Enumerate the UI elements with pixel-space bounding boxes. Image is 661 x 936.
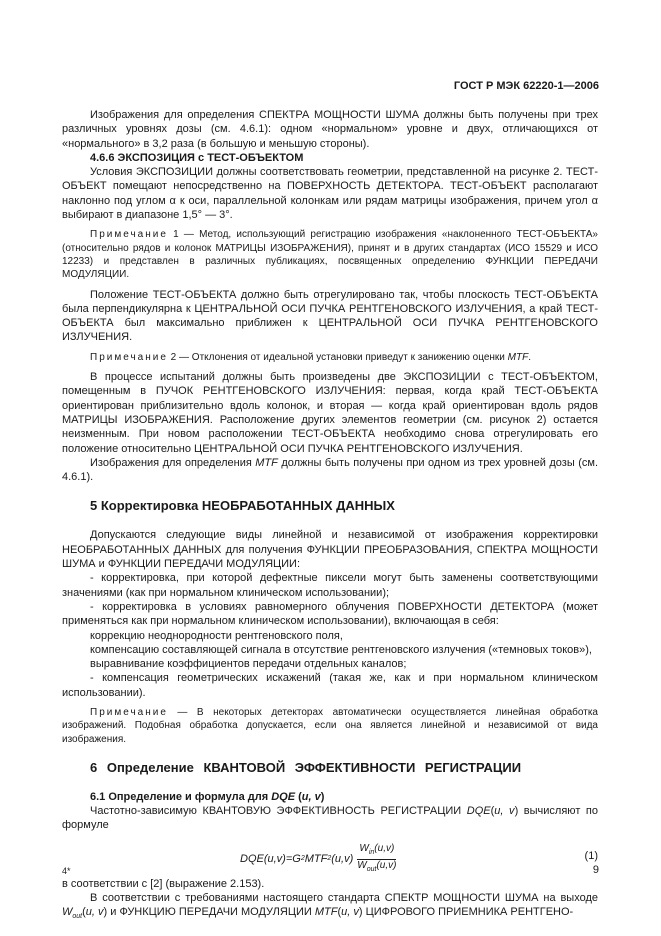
p9-uv: u, v	[85, 906, 104, 919]
list-item-uniform-irradiation: - корректировка в условиях равномерного облучения ПОВЕРХНОСТИ ДЕТЕКТОРА (может применяться как при нормальном клиническом использовании), включающая в себя:	[62, 600, 598, 628]
note-1-text: 1 — Метод, использующий регистрацию изображения «наклоненного ТЕСТ-ОБЪЕКТА» (относительно рядов и колонок МАТРИЦЫ ИЗОБРАЖЕНИЯ), принят и в других стандартах (ИСО 15529 и ИСО 12233) и представлен в различных публикациях, посвященных определению ФУНКЦИИ ПЕРЕДАЧИ МОДУЛЯЦИИ.	[62, 229, 598, 281]
list-item-geometric-distortion: - компенсация геометрических искажений (такая же, как и при нормальном клиническом использовании).	[62, 672, 598, 699]
formula-num-sub: in	[368, 848, 375, 856]
p9-mtf: MTF	[314, 906, 338, 919]
h61-paren-open: (	[295, 790, 302, 803]
page-content	[62, 108, 598, 925]
p9-paren-open: (	[82, 906, 86, 919]
list-item-gain-equalization: выравнивание коэффициентов передачи отдельных каналов;	[90, 658, 407, 671]
note-2-end: .	[528, 351, 531, 363]
p9-paren-open-2: (	[337, 906, 342, 919]
paragraph-two-exposures: В процессе испытаний должны быть произведены две ЭКСПОЗИЦИИ с ТЕСТ-ОБЪЕКТОМ, помещенным в ПУЧОК РЕНТГЕНОВСКОГО ИЗЛУЧЕНИЯ: первая, когда край ТЕСТ-ОБЪЕКТА ориентирован приблизительно вдоль колонок, и вторая — когда край ориентирован вдоль рядов МАТРИЦЫ ИЗОБРАЖЕНИЯ. Расположение других элементов геометрии (см. рисунок 2) остается неизменным. При новом расположении ТЕСТ-ОБЪЕКТА необходимо снова отрегулировать его положение относительно ЦЕНТРАЛЬНОЙ ОСИ ПУЧКА РЕНТГЕНОВСКОГО ИЗЛУЧЕНИЯ.	[62, 371, 598, 455]
formula-mtf-args: (u,v)	[331, 853, 354, 866]
paragraph-reference: в соответствии с [2] (выражение 2.153).	[62, 877, 265, 890]
formula-mtf-exp: 2	[327, 855, 332, 863]
p7-dqe: DQE	[466, 805, 491, 818]
p9-w: W	[62, 906, 73, 919]
p9-uv-2: u, v	[341, 906, 359, 919]
formula-number: (1)	[584, 849, 598, 862]
paragraph-dqe-definition	[62, 804, 598, 833]
note-3-label: Примечание	[90, 706, 168, 718]
formula-num-args: (u,v)	[374, 842, 395, 854]
sheet-mark: 4*	[62, 866, 71, 876]
page-number: 9	[592, 864, 599, 876]
list-item-defect-pixels: - корректировка, при которой дефектные пиксели могут быть заменены соответствующими значениями (как при нормальном клиническом использовании);	[62, 572, 598, 599]
h61-dqe: DQE	[271, 790, 296, 803]
formula-den-sub: out	[366, 865, 377, 873]
paragraph-nps-images: Изображения для определения СПЕКТРА МОЩНОСТИ ШУМА должны быть получены при трех различных уровнях дозы (см. 4.6.1): одном «нормальном» уровне и двух, отличающихся от «нормального» в 3,2 раза (в большую и меньшую стороны).	[62, 109, 598, 150]
formula-fraction	[355, 843, 398, 876]
formula-lhs: DQE(u,v)=G	[240, 853, 301, 866]
note-1-label: Примечание	[90, 229, 168, 241]
subsection-6-1-title	[62, 790, 598, 804]
p7-uv: u, v	[494, 805, 515, 818]
note-3-text: — В некоторых детекторах автоматически осуществляется линейная обработка изображений. Подобная обработка допускается, если она является линейной и независимой от вида изображения.	[62, 706, 598, 745]
p9-w-sub: out	[72, 913, 83, 921]
p9-text-h: ) ЦИФРОВОГО ПРИЕМНИКА РЕНТГЕНО-	[358, 906, 574, 919]
note-2	[62, 351, 598, 364]
p5-text-c: должны быть получены при одном из трех уровней дозы (см. 4.6.1).	[62, 456, 598, 484]
p7-paren-open: (	[490, 805, 495, 818]
formula-dqe	[62, 837, 598, 875]
note-1	[62, 228, 598, 281]
section-5-title: 5 Корректировка НЕОБРАБОТАННЫХ ДАННЫХ	[90, 498, 395, 514]
standard-designation: ГОСТ Р МЭК 62220-1—2006	[453, 80, 599, 92]
list-item-dark-current: компенсацию составляющей сигнала в отсутствие рентгеновского излучения («темновых токов»),	[90, 643, 592, 656]
formula-mtf: MTF	[304, 853, 328, 866]
note-2-label: Примечание	[90, 351, 168, 363]
p9-text-a: В соответствии с требованиями настоящего стандарта СПЕКТР МОЩНОСТИ ШУМА на выходе	[90, 892, 598, 905]
section-6-title: 6 Определение КВАНТОВОЙ ЭФФЕКТИВНОСТИ РЕГИСТРАЦИИ	[90, 759, 522, 775]
note-2-text: 2 — Отклонения от идеальной установки приведут к занижению оценки	[167, 351, 508, 363]
p7-text-a: Частотно-зависимую КВАНТОВУЮ ЭФФЕКТИВНОСТЬ РЕГИСТРАЦИИ	[90, 805, 467, 818]
p7-text-e: ) вычисляют по формуле	[62, 805, 599, 832]
note-3	[62, 706, 598, 746]
paragraph-mtf-images	[62, 456, 598, 485]
paragraph-allowed-corrections: Допускаются следующие виды линейной и независимой от изображения корректировки НЕОБРАБОТАННЫХ ДАННЫХ для получения ФУНКЦИИ ПРЕОБРАЗОВАНИЯ, СПЕКТРА МОЩНОСТИ ШУМА и ФУНКЦИИ ПЕРЕДАЧИ МОДУЛЯЦИИ:	[62, 529, 598, 571]
p5-text-a: Изображения для определения	[90, 456, 256, 469]
formula-numerator	[357, 843, 396, 860]
subsection-4-6-6-title: 4.6.6 ЭКСПОЗИЦИЯ с ТЕСТ-ОБЪЕКТОМ	[90, 151, 304, 164]
formula-g-exp: 2	[300, 855, 305, 863]
p5-mtf: MTF	[255, 456, 278, 469]
paragraph-nps-output	[62, 891, 598, 925]
h61-uv: u, v	[301, 790, 321, 803]
formula-den-args: (u,v)	[376, 859, 397, 871]
paragraph-exposure-geometry: Условия ЭКСПОЗИЦИИ должны соответствовать геометрии, представленной на рисунке 2. ТЕСТ-ОБЪЕКТ помещают непосредственно на ПОВЕРХНОСТЬ ДЕТЕКТОРА. ТЕСТ-ОБЪЕКТ располагают наклонно под углом α к оси, параллельной колонкам или рядам матрицы изображения, причем угол α выбирают в диапазоне 1,5° — 3°.	[62, 166, 598, 222]
formula-denominator	[355, 860, 398, 876]
note-2-mtf: MTF	[507, 351, 529, 363]
formula-num-w: W	[359, 842, 369, 854]
h61-paren-close: )	[320, 790, 325, 803]
list-item-field-nonuniformity: коррекцию неоднородности рентгеновского поля,	[90, 629, 343, 642]
p9-text-d: ) и ФУНКЦИЮ ПЕРЕДАЧИ МОДУЛЯЦИИ	[103, 906, 315, 919]
formula-body	[240, 843, 398, 876]
paragraph-test-object-position: Положение ТЕСТ-ОБЪЕКТА должно быть отрегулировано так, чтобы плоскость ТЕСТ-ОБЪЕКТА была перпендикулярна к ЦЕНТРАЛЬНОЙ ОСИ ПУЧКА РЕНТГЕНОВСКОГО ИЗЛУЧЕНИЯ, а край ТЕСТ-ОБЪЕКТА был максимально приближен к ЦЕНТРАЛЬНОЙ ОСИ ПУЧКА РЕНТГЕНОВСКОГО ИЗЛУЧЕНИЯ.	[62, 288, 598, 344]
formula-den-w: W	[357, 859, 367, 871]
h61-text: 6.1 Определение и формула для	[90, 790, 272, 803]
